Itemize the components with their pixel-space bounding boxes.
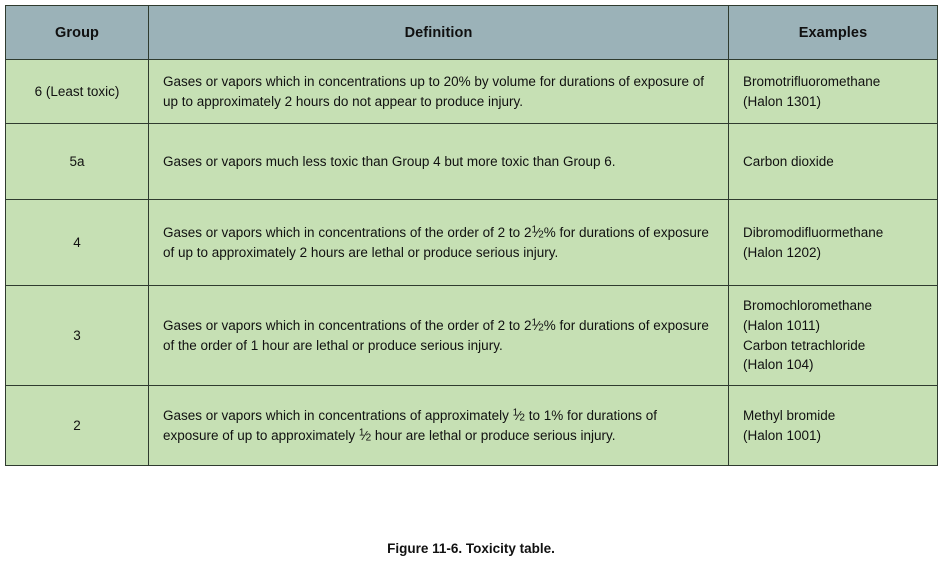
cell-examples: [729, 60, 938, 124]
column-header-definition: Definition: [149, 6, 729, 60]
cell-definition: Gases or vapors much less toxic than Group 4 but more toxic than Group 6.: [149, 124, 729, 200]
table-row: [6, 200, 938, 286]
cell-examples: [729, 200, 938, 286]
table-row: [6, 60, 938, 124]
example-entry: [743, 336, 925, 375]
cell-group: 2: [6, 386, 149, 466]
cell-examples: [729, 124, 938, 200]
example-name: Bromochloromethane: [743, 298, 873, 314]
example-entry: [743, 296, 925, 335]
fraction-one-half: $^1$⁄2: [531, 224, 544, 241]
definition-text-post: % for durations of exposure of up to approximately 2 hours are lethal or produce serious injury.: [163, 224, 709, 260]
example-entry: [743, 152, 925, 172]
example-code: (Halon 1301): [743, 93, 822, 109]
example-name: Methyl bromide: [743, 407, 836, 423]
definition-text-pre: Gases or vapors which in concentrations of the order of 2 to 2: [163, 317, 532, 333]
toxicity-table: [5, 5, 938, 466]
example-name: Bromotrifluoromethane: [743, 73, 881, 89]
column-header-group: Group: [6, 6, 149, 60]
fraction-one-half: $^1$⁄2: [531, 317, 544, 334]
example-entry: [743, 223, 925, 262]
definition-text-post: hour are lethal or produce serious injury.: [371, 427, 616, 443]
example-code: (Halon 1001): [743, 427, 822, 443]
fraction-one-half: $^1$⁄2: [358, 427, 372, 443]
figure-caption: Figure 11-6. Toxicity table.: [387, 541, 555, 556]
definition-text-pre: Gases or vapors which in concentrations of the order of 2 to 2: [163, 224, 532, 240]
table-header-row: [6, 6, 938, 60]
table-header: [6, 6, 938, 60]
cell-examples: [729, 386, 938, 466]
cell-group: 4: [6, 200, 149, 286]
table-row: [6, 124, 938, 200]
cell-definition: [149, 286, 729, 386]
definition-text-mid: to 1% for durations of exposure of up to approximately: [163, 407, 658, 443]
fraction-one-half: $^1$⁄2: [512, 407, 525, 423]
definition-text-post: % for durations of exposure of the order of 1 hour are lethal or produce serious injury.: [163, 317, 709, 353]
example-code: (Halon 104): [743, 357, 814, 373]
table-body: [6, 60, 938, 466]
cell-group: 3: [6, 286, 149, 386]
example-code: (Halon 1202): [743, 244, 822, 260]
cell-group: 6 (Least toxic): [6, 60, 149, 124]
column-header-examples: Examples: [729, 6, 938, 60]
table-row: [6, 286, 938, 386]
table-row: [6, 386, 938, 466]
cell-definition: [149, 386, 729, 466]
definition-text-pre: Gases or vapors which in concentrations of approximately: [163, 407, 513, 423]
example-name: Carbon tetrachloride: [743, 337, 866, 353]
example-name: Carbon dioxide: [743, 153, 834, 169]
cell-group: 5a: [6, 124, 149, 200]
cell-examples: [729, 286, 938, 386]
cell-definition: [149, 200, 729, 286]
example-name: Dibromodifluormethane: [743, 224, 884, 240]
cell-definition: Gases or vapors which in concentrations up to 20% by volume for durations of exposure of up to approximately 2 hours do not appear to produce injury.: [149, 60, 729, 124]
example-code: (Halon 1011): [743, 317, 821, 333]
example-entry: [743, 72, 925, 111]
example-entry: [743, 406, 925, 445]
